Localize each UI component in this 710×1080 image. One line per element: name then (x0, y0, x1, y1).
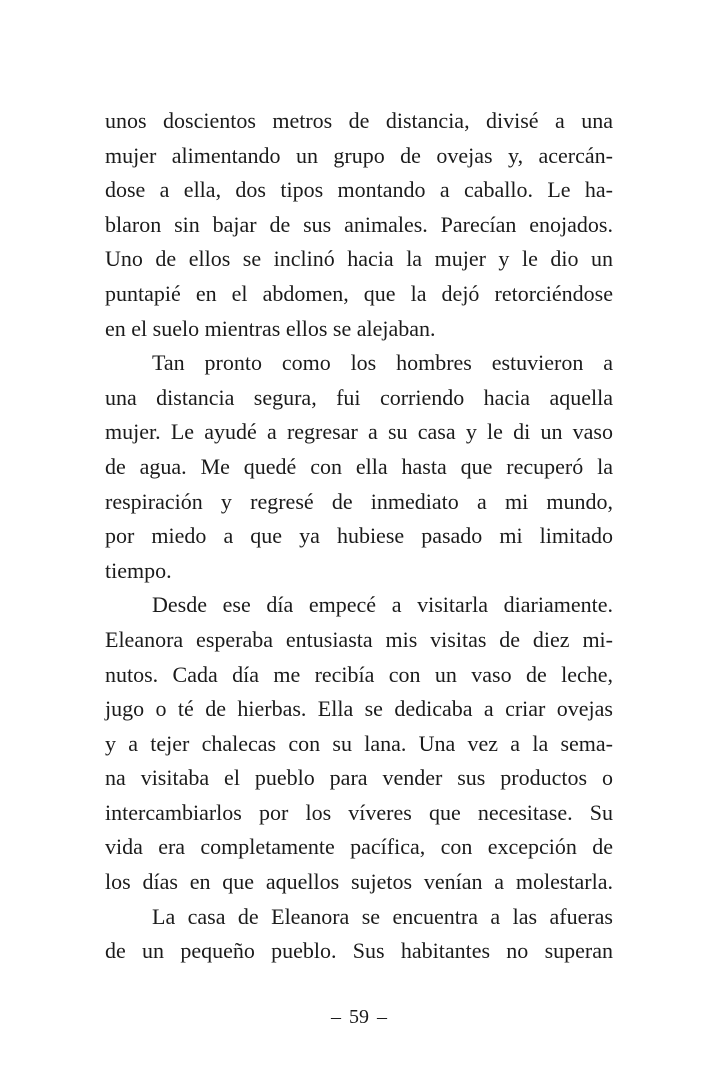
text-line: Uno de ellos se inclinó hacia la mujer y le dio un (105, 246, 613, 272)
text-line: La casa de Eleanora se encuentra a las afueras (152, 903, 613, 929)
page-text-block (105, 104, 613, 969)
text-line: los días en que aquellos sujetos venían a molestarla. (105, 869, 613, 895)
text-line: Eleanora esperaba entusiasta mis visitas de diez mi- (105, 626, 613, 652)
text-line: de un pequeño pueblo. Sus habitantes no superan (105, 938, 613, 964)
text-line: blaron sin bajar de sus animales. Parecían enojados. (105, 211, 613, 237)
text-line: respiración y regresé de inmediato a mi mundo, (105, 488, 613, 514)
text-line: Desde ese día empecé a visitarla diariamente. (152, 592, 613, 618)
paragraph (105, 900, 613, 969)
text-line: mujer. Le ayudé a regresar a su casa y le di un vaso (105, 419, 613, 445)
text-line: puntapié en el abdomen, que la dejó retorciéndose (105, 280, 613, 306)
text-line: Tan pronto como los hombres estuvieron a (152, 350, 613, 376)
text-line: de agua. Me quedé con ella hasta que recuperó la (105, 453, 613, 479)
text-line: y a tejer chalecas con su lana. Una vez a la sema- (105, 730, 613, 756)
text-line: una distancia segura, fui corriendo hacia aquella (105, 384, 613, 410)
paragraph (105, 104, 613, 346)
text-line: mujer alimentando un grupo de ovejas y, acercán- (105, 142, 613, 168)
page-footer (105, 1005, 613, 1029)
paragraph (105, 346, 613, 588)
text-line: na visitaba el pueblo para vender sus productos o (105, 765, 613, 791)
page-number: – 59 – (331, 1006, 387, 1028)
text-line: dose a ella, dos tipos montando a caballo. Le ha- (105, 177, 613, 203)
text-line: unos doscientos metros de distancia, divisé a una (105, 108, 613, 133)
text-line: tiempo. (105, 557, 172, 583)
text-line: en el suelo mientras ellos se alejaban. (105, 315, 436, 341)
text-line: por miedo a que ya hubiese pasado mi limitado (105, 523, 613, 549)
text-line: jugo o té de hierbas. Ella se dedicaba a criar ovejas (105, 696, 613, 722)
paragraph (105, 588, 613, 899)
text-line: vida era completamente pacífica, con excepción de (105, 834, 613, 860)
text-line: intercambiarlos por los víveres que necesitase. Su (105, 799, 613, 825)
text-line: nutos. Cada día me recibía con un vaso de leche, (105, 661, 613, 687)
